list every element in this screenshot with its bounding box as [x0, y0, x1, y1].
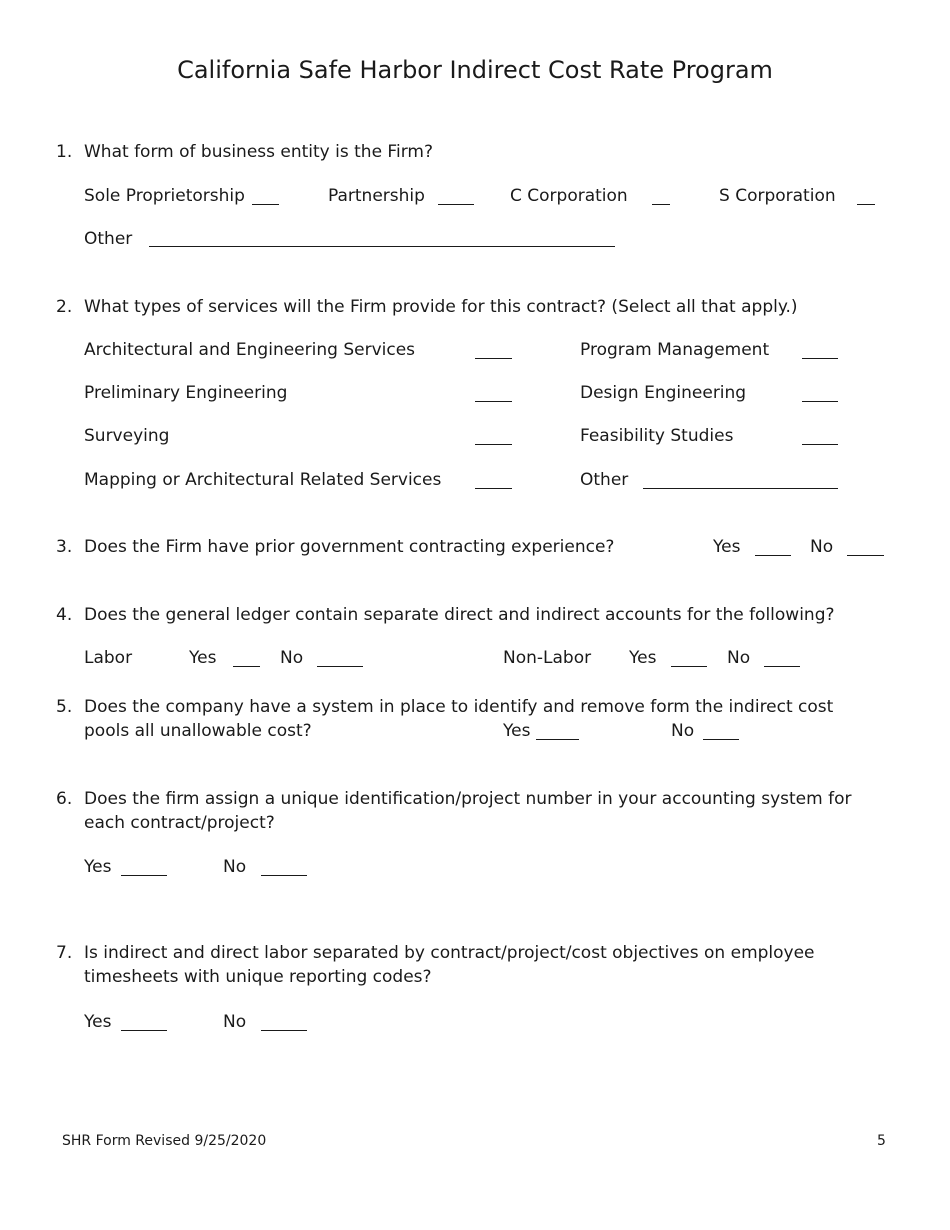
q1-option-c-corporation: C Corporation — [510, 186, 628, 206]
q5-question-line2: pools all unallowable cost? — [84, 721, 312, 741]
q3-number: 3. — [56, 537, 73, 557]
q6-question-line1: Does the firm assign a unique identification/project number in your accounting system for — [84, 789, 852, 809]
q4-nonlabor-no-blank[interactable] — [764, 666, 800, 667]
footer-page-number: 5 — [877, 1133, 886, 1149]
q7-number: 7. — [56, 943, 73, 963]
q1-option-other: Other — [84, 229, 133, 249]
q1-number: 1. — [56, 142, 73, 162]
q1-c-corporation-blank[interactable] — [652, 204, 670, 205]
q1-other-blank[interactable] — [149, 246, 615, 247]
q4-labor-yes-blank[interactable] — [233, 666, 260, 667]
q2-design-engineering-blank[interactable] — [802, 401, 838, 402]
q5-no-label: No — [671, 721, 695, 741]
q1-sole-proprietorship-blank[interactable] — [252, 204, 279, 205]
q4-nonlabor-yes-label: Yes — [629, 648, 657, 668]
q6-question-line2: each contract/project? — [84, 813, 275, 833]
q6-no-label: No — [223, 857, 247, 877]
q2-preliminary-engineering-blank[interactable] — [475, 401, 512, 402]
q7-yes-blank[interactable] — [121, 1030, 167, 1031]
q3-yes-label: Yes — [713, 537, 741, 557]
q2-option-program-management: Program Management — [580, 340, 770, 360]
q1-question: What form of business entity is the Firm? — [84, 142, 433, 162]
q3-no-label: No — [810, 537, 834, 557]
q3-no-blank[interactable] — [847, 555, 884, 556]
q4-labor-yes-label: Yes — [189, 648, 217, 668]
q2-option-design-engineering: Design Engineering — [580, 383, 747, 403]
q4-nonlabor-no-label: No — [727, 648, 751, 668]
q1-option-partnership: Partnership — [328, 186, 425, 206]
footer-form-revision: SHR Form Revised 9/25/2020 — [62, 1133, 267, 1149]
q3-yes-blank[interactable] — [755, 555, 791, 556]
q4-nonlabor-yes-blank[interactable] — [671, 666, 707, 667]
page-title: California Safe Harbor Indirect Cost Rate Program — [177, 56, 773, 84]
q4-labor-no-label: No — [280, 648, 304, 668]
q4-question: Does the general ledger contain separate direct and indirect accounts for the following? — [84, 605, 835, 625]
q7-question-line1: Is indirect and direct labor separated by contract/project/cost objectives on employee — [84, 943, 815, 963]
q6-yes-label: Yes — [84, 857, 112, 877]
q2-number: 2. — [56, 297, 73, 317]
q2-option-mapping-architectural: Mapping or Architectural Related Services — [84, 470, 442, 490]
q1-option-s-corporation: S Corporation — [719, 186, 836, 206]
q7-no-blank[interactable] — [261, 1030, 307, 1031]
q7-question-line2: timesheets with unique reporting codes? — [84, 967, 432, 987]
q6-no-blank[interactable] — [261, 875, 307, 876]
q5-question-line1: Does the company have a system in place to identify and remove form the indirect cost — [84, 697, 834, 717]
q5-number: 5. — [56, 697, 73, 717]
q3-question: Does the Firm have prior government contracting experience? — [84, 537, 615, 557]
q4-labor-label: Labor — [84, 648, 133, 668]
q2-option-feasibility-studies: Feasibility Studies — [580, 426, 734, 446]
q7-yes-label: Yes — [84, 1012, 112, 1032]
q2-mapping-architectural-blank[interactable] — [475, 488, 512, 489]
q4-nonlabor-label: Non-Labor — [503, 648, 592, 668]
q2-architectural-engineering-blank[interactable] — [475, 358, 512, 359]
q2-option-preliminary-engineering: Preliminary Engineering — [84, 383, 288, 403]
q4-number: 4. — [56, 605, 73, 625]
q1-option-sole-proprietorship: Sole Proprietorship — [84, 186, 245, 206]
q7-no-label: No — [223, 1012, 247, 1032]
q2-option-architectural-engineering: Architectural and Engineering Services — [84, 340, 416, 360]
q2-surveying-blank[interactable] — [475, 444, 512, 445]
q2-option-other: Other — [580, 470, 629, 490]
q1-partnership-blank[interactable] — [438, 204, 474, 205]
q5-no-blank[interactable] — [703, 739, 739, 740]
q4-labor-no-blank[interactable] — [317, 666, 363, 667]
q2-question: What types of services will the Firm provide for this contract? (Select all that apply.) — [84, 297, 798, 317]
q1-s-corporation-blank[interactable] — [857, 204, 875, 205]
q5-yes-label: Yes — [503, 721, 531, 741]
q2-program-management-blank[interactable] — [802, 358, 838, 359]
q6-number: 6. — [56, 789, 73, 809]
q2-feasibility-studies-blank[interactable] — [802, 444, 838, 445]
q5-yes-blank[interactable] — [536, 739, 579, 740]
q2-option-surveying: Surveying — [84, 426, 170, 446]
q6-yes-blank[interactable] — [121, 875, 167, 876]
q2-other-blank[interactable] — [643, 488, 838, 489]
